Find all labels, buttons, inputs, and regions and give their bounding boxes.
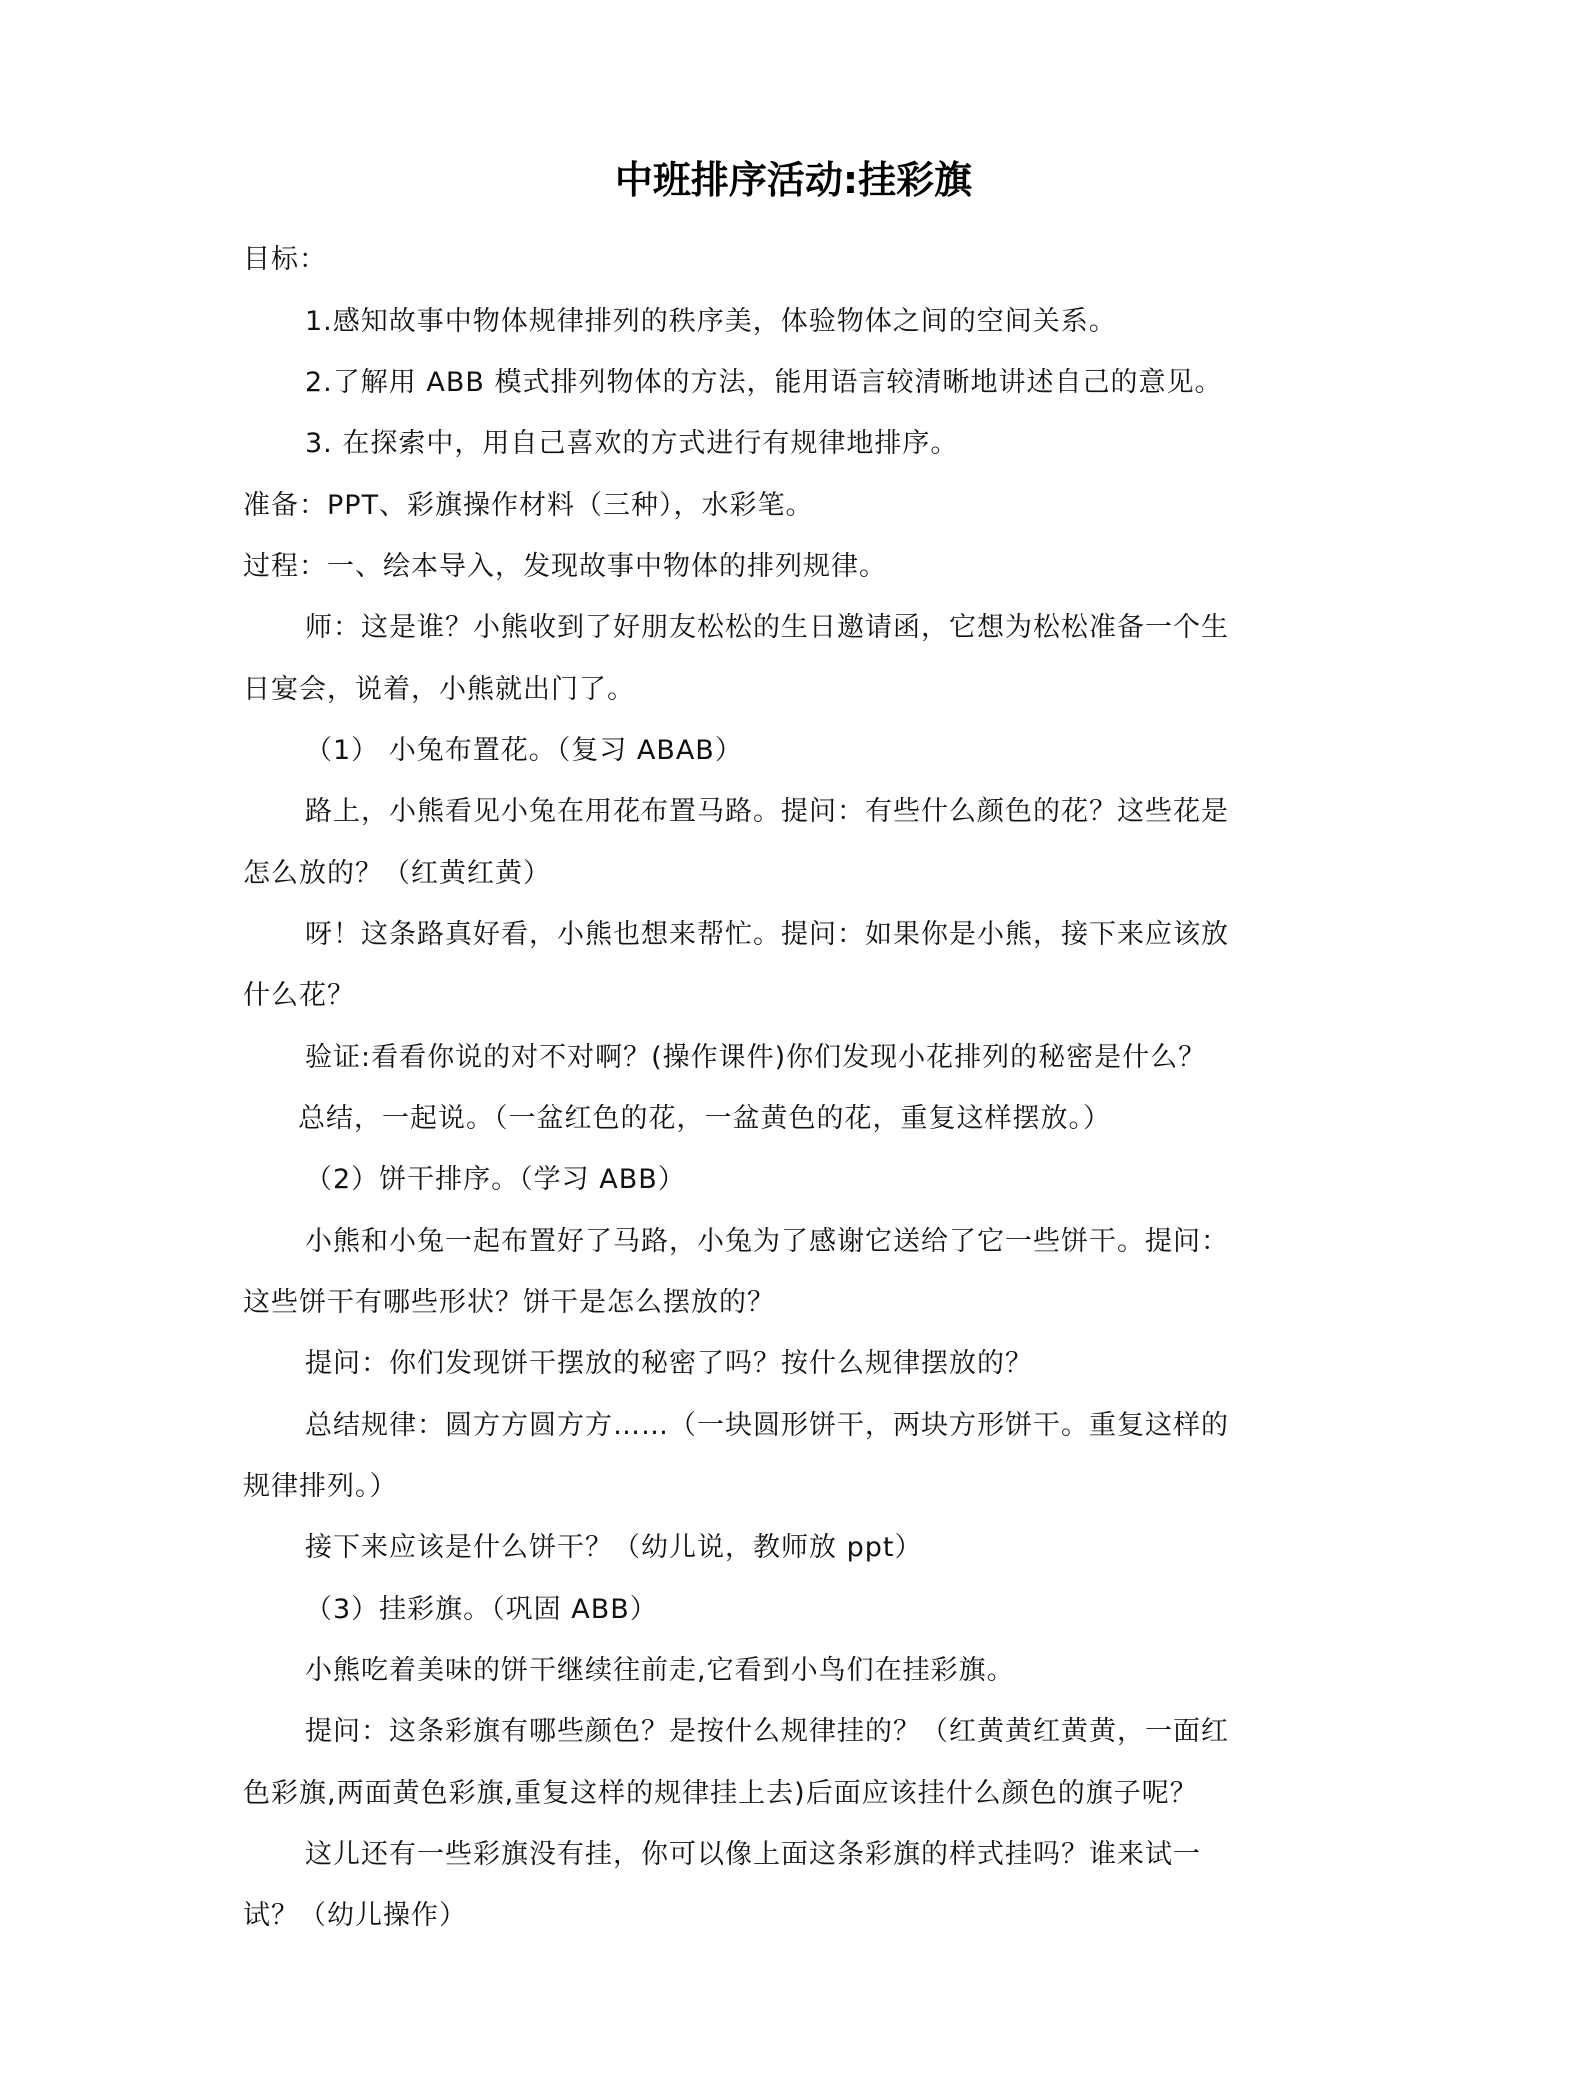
paragraph-line: 色彩旗,两面黄色彩旗,重复这样的规律挂上去)后面应该挂什么颜色的旗子呢？ — [243, 1778, 1198, 1809]
paragraph-line: 路上，小熊看见小兔在用花布置马路。提问：有些什么颜色的花？这些花是 — [305, 796, 1229, 827]
paragraph-line: 这些饼干有哪些形状？饼干是怎么摆放的？ — [243, 1287, 775, 1318]
paragraph-line: 总结规律：圆方方圆方方……（一块圆形饼干，两块方形饼干。重复这样的 — [305, 1410, 1229, 1441]
paragraph-line: 规律排列。） — [243, 1471, 398, 1502]
goal-item-3: 3. 在探索中，用自己喜欢的方式进行有规律地排序。 — [305, 428, 959, 459]
subsection-heading-2: （2）饼干排序。（学习 ABB） — [305, 1164, 686, 1195]
paragraph-line: 小熊吃着美味的饼干继续往前走,它看到小鸟们在挂彩旗。 — [305, 1655, 1015, 1686]
goal-item-2: 2.了解用 ABB 模式排列物体的方法，能用语言较清晰地讲述自己的意见。 — [305, 367, 1223, 398]
paragraph-line: 什么花？ — [243, 980, 355, 1011]
subsection-heading-3: （3）挂彩旗。（巩固 ABB） — [305, 1594, 658, 1625]
section-preparation: 准备：PPT、彩旗操作材料（三种），水彩笔。 — [243, 490, 814, 521]
paragraph-line: 这儿还有一些彩旗没有挂，你可以像上面这条彩旗的样式挂吗？谁来试一 — [305, 1839, 1201, 1870]
section-process-heading: 过程：一、绘本导入，发现故事中物体的排列规律。 — [243, 551, 887, 582]
paragraph-line: 日宴会，说着，小熊就出门了。 — [243, 674, 635, 705]
paragraph-line: 总结，一起说。（一盆红色的花，一盆黄色的花，重复这样摆放。） — [298, 1103, 1111, 1134]
paragraph-line: 接下来应该是什么饼干？（幼儿说，教师放 ppt） — [305, 1532, 923, 1563]
page-title: 中班排序活动:挂彩旗 — [614, 158, 973, 202]
paragraph-line: 验证:看看你说的对不对啊？(操作课件)你们发现小花排列的秘密是什么？ — [305, 1042, 1207, 1073]
paragraph-line: 试？（幼儿操作） — [243, 1900, 467, 1931]
paragraph-line: 呀！这条路真好看，小熊也想来帮忙。提问：如果你是小熊，接下来应该放 — [305, 919, 1229, 950]
subsection-heading-1: （1） 小兔布置花。（复习 ABAB） — [305, 735, 743, 766]
paragraph-line: 提问：你们发现饼干摆放的秘密了吗？按什么规律摆放的？ — [305, 1348, 1033, 1379]
paragraph-line: 怎么放的？（红黄红黄） — [243, 858, 551, 889]
goal-item-1: 1.感知故事中物体规律排列的秩序美，体验物体之间的空间关系。 — [305, 306, 1117, 337]
paragraph-line: 小熊和小兔一起布置好了马路，小兔为了感谢它送给了它一些饼干。提问： — [305, 1226, 1229, 1257]
paragraph-line: 师：这是谁？小熊收到了好朋友松松的生日邀请函，它想为松松准备一个生 — [305, 612, 1229, 643]
paragraph-line: 提问：这条彩旗有哪些颜色？是按什么规律挂的？（红黄黄红黄黄，一面红 — [305, 1716, 1229, 1747]
section-heading-goals: 目标： — [243, 244, 327, 275]
